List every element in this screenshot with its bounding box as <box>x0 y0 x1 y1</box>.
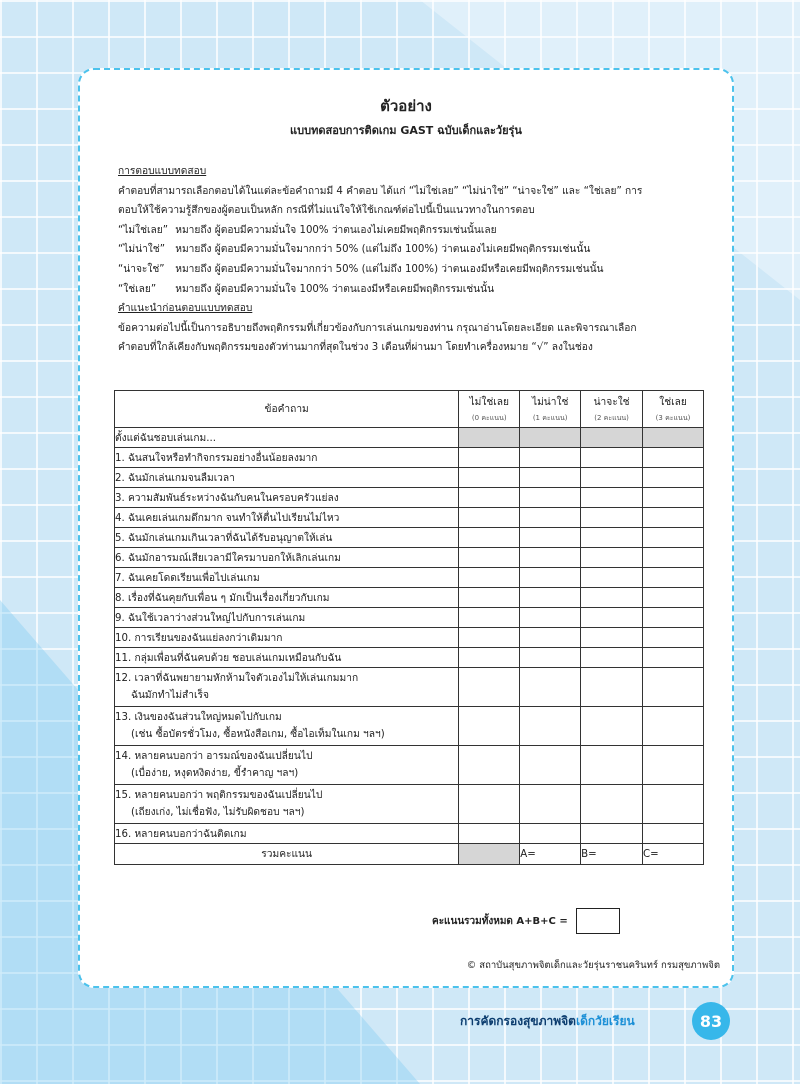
copyright: © สถาบันสุขภาพจิตเด็กและวัยรุ่นราชนครินทร์ กรมสุขภาพจิต <box>466 960 720 971</box>
answer-cell[interactable] <box>520 508 581 528</box>
answer-cell[interactable] <box>520 528 581 548</box>
grey-cell <box>643 428 704 448</box>
question-row <box>115 468 704 488</box>
question-row <box>115 448 704 468</box>
question-line: 9. ฉันใช้เวลาว่างส่วนใหญ่ไปกับการเล่นเกม <box>115 612 306 624</box>
question-line: 11. กลุ่มเพื่อนที่ฉันคบด้วย ชอบเล่นเกมเหมือนกับฉัน <box>115 652 342 664</box>
sum-cell-b[interactable]: B= <box>581 844 643 865</box>
question-text <box>115 707 459 746</box>
column-label: ไม่ใช่เลย <box>469 397 509 408</box>
answer-cell[interactable] <box>643 608 704 628</box>
answer-cell[interactable] <box>520 548 581 568</box>
answer-cell[interactable] <box>643 668 704 707</box>
answer-cell[interactable] <box>643 746 704 785</box>
answer-cell[interactable] <box>459 707 520 746</box>
answer-cell[interactable] <box>459 468 520 488</box>
answer-cell[interactable] <box>643 707 704 746</box>
question-line-2: ฉันมักทำไม่สำเร็จ <box>131 690 209 701</box>
answer-cell[interactable] <box>643 468 704 488</box>
question-line: 15. หลายคนบอกว่า พฤติกรรมของฉันเปลี่ยนไป <box>115 790 323 801</box>
answer-cell[interactable] <box>643 648 704 668</box>
question-line: 2. ฉันมักเล่นเกมจนลืมเวลา <box>115 472 235 484</box>
column-label: ไม่น่าใช่ <box>531 397 569 408</box>
answer-cell[interactable] <box>520 448 581 468</box>
answer-cell[interactable] <box>459 785 520 824</box>
intro-text: ตั้งแต่ฉันชอบเล่นเกม... <box>115 428 459 448</box>
question-row <box>115 488 704 508</box>
question-row <box>115 608 704 628</box>
footer-title-part2: เด็กวัยเรียน <box>575 1014 635 1028</box>
question-line: 6. ฉันมักอารมณ์เสียเวลามีใครมาบอกให้เลิกเล่นเกม <box>115 552 341 564</box>
answer-cell[interactable] <box>581 508 643 528</box>
answer-cell[interactable] <box>459 824 520 844</box>
answer-cell[interactable] <box>643 548 704 568</box>
question-text <box>115 588 459 608</box>
answer-cell[interactable] <box>459 448 520 468</box>
answer-cell[interactable] <box>643 568 704 588</box>
answer-cell[interactable] <box>520 648 581 668</box>
page-number: 83 <box>692 1002 730 1040</box>
grey-cell <box>459 844 520 865</box>
question-line-2: (เถียงเก่ง, ไม่เชื่อฟัง, ไม่รับผิดชอบ ฯลฯ) <box>131 807 305 818</box>
page-subtitle: แบบทดสอบการติดเกม GAST ฉบับเด็กและวัยรุ่น <box>290 124 522 137</box>
answer-cell[interactable] <box>581 746 643 785</box>
question-text <box>115 608 459 628</box>
answer-cell[interactable] <box>459 548 520 568</box>
answer-cell[interactable] <box>581 488 643 508</box>
document-card <box>78 68 734 988</box>
definition-line <box>118 221 708 241</box>
definition-line <box>118 260 708 280</box>
answer-cell[interactable] <box>643 588 704 608</box>
definition-text: หมายถึง ผู้ตอบมีความมั่นใจ 100% ว่าตนเองไม่เคยมีพฤติกรรมเช่นนั้นเลย <box>175 224 497 236</box>
answer-cell[interactable] <box>581 824 643 844</box>
answer-cell[interactable] <box>581 568 643 588</box>
question-row <box>115 746 704 785</box>
definition-text: หมายถึง ผู้ตอบมีความมั่นใจ 100% ว่าตนเองมีหรือเคยมีพฤติกรรมเช่นนั้น <box>175 283 495 295</box>
answer-cell[interactable] <box>581 668 643 707</box>
answer-cell[interactable] <box>643 628 704 648</box>
column-score: (1 คะแนน) <box>532 414 568 422</box>
answer-cell[interactable] <box>581 648 643 668</box>
question-line: 1. ฉันสนใจหรือทำกิจกรรมอย่างอื่นน้อยลงมาก <box>115 452 318 464</box>
answer-cell[interactable] <box>643 528 704 548</box>
question-row <box>115 508 704 528</box>
question-row <box>115 648 704 668</box>
definition-term: “ไม่ใช่เลย” <box>118 224 168 236</box>
question-text <box>115 628 459 648</box>
question-text <box>115 528 459 548</box>
answer-cell[interactable] <box>459 668 520 707</box>
sum-cell-c[interactable]: C= <box>643 844 704 865</box>
answer-cell[interactable] <box>459 528 520 548</box>
total-score-box[interactable] <box>576 908 620 934</box>
question-row <box>115 588 704 608</box>
answer-cell[interactable] <box>581 528 643 548</box>
question-row <box>115 568 704 588</box>
question-row <box>115 824 704 844</box>
answer-cell[interactable] <box>520 668 581 707</box>
grey-cell <box>581 428 643 448</box>
answer-cell[interactable] <box>643 448 704 468</box>
answer-cell[interactable] <box>520 468 581 488</box>
answer-cell[interactable] <box>520 707 581 746</box>
question-text <box>115 668 459 707</box>
answer-cell[interactable] <box>643 785 704 824</box>
answer-cell[interactable] <box>459 488 520 508</box>
answer-cell[interactable] <box>520 568 581 588</box>
column-header-1 <box>520 391 581 428</box>
question-line: 14. หลายคนบอกว่า อารมณ์ของฉันเปลี่ยนไป <box>115 751 313 762</box>
question-line: 12. เวลาที่ฉันพยายามหักห้ามใจตัวเองไม่ให้เล่นเกมมาก <box>115 673 359 684</box>
question-row <box>115 548 704 568</box>
column-label: ใช่เลย <box>659 397 687 408</box>
question-line: 16. หลายคนบอกว่าฉันติดเกม <box>115 828 247 840</box>
page-title: ตัวอย่าง <box>380 97 432 115</box>
column-label: น่าจะใช่ <box>593 397 630 408</box>
answer-cell[interactable] <box>459 588 520 608</box>
column-header-2 <box>581 391 643 428</box>
question-line-2: (เบื่อง่าย, หงุดหงิดง่าย, ขี้รำคาญ ฯลฯ) <box>131 768 299 779</box>
table-header-row <box>115 391 704 428</box>
definition-text: หมายถึง ผู้ตอบมีความมั่นใจมากกว่า 50% (แต่ไม่ถึง 100%) ว่าตนเองไม่เคยมีพฤติกรรมเช่นนั้น <box>175 244 591 256</box>
answer-cell[interactable] <box>581 628 643 648</box>
question-line: 8. เรื่องที่ฉันคุยกับเพื่อน ๆ มักเป็นเรื่องเกี่ยวกับเกม <box>115 592 330 604</box>
question-line: 4. ฉันเคยเล่นเกมดึกมาก จนทำให้ตื่นไปเรียนไม่ไหว <box>115 512 340 524</box>
question-column-header: ข้อคำถาม <box>115 391 459 428</box>
column-score: (2 คะแนน) <box>594 414 629 422</box>
question-table <box>114 390 704 865</box>
answer-cell[interactable] <box>520 824 581 844</box>
question-text <box>115 548 459 568</box>
answer-cell[interactable] <box>581 707 643 746</box>
question-line: 5. ฉันมักเล่นเกมเกินเวลาที่ฉันได้รับอนุญาตให้เล่น <box>115 532 333 544</box>
total-score <box>432 908 620 934</box>
column-header-3 <box>643 391 704 428</box>
answer-cell[interactable] <box>520 488 581 508</box>
column-score: (3 คะแนน) <box>655 414 691 422</box>
question-text <box>115 568 459 588</box>
sum-label: รวมคะแนน <box>115 844 459 865</box>
question-text <box>115 824 459 844</box>
instructions <box>118 162 708 358</box>
answer-cell[interactable] <box>581 785 643 824</box>
footer-title-part1: การคัดกรองสุขภาพจิต <box>460 1014 576 1028</box>
question-text <box>115 468 459 488</box>
answer-intro-line: คำตอบที่สามารถเลือกตอบได้ในแต่ละข้อคำถามมี 4 คำตอบ ได้แก่ “ไม่ใช่เลย” “ไม่น่าใช่” “น่าจะใช่” และ “ใช่เลย” การ <box>118 185 643 197</box>
column-header-0 <box>459 391 520 428</box>
answer-cell[interactable] <box>459 746 520 785</box>
total-label: คะแนนรวมทั้งหมด A+B+C = <box>432 915 568 927</box>
answer-cell[interactable] <box>459 608 520 628</box>
answer-cell[interactable] <box>459 648 520 668</box>
question-text <box>115 508 459 528</box>
answer-intro-line: ตอบให้ใช้ความรู้สึกของผู้ตอบเป็นหลัก กรณีที่ไม่แน่ใจให้ใช้เกณฑ์ต่อไปนี้เป็นแนวทางในการตอบ <box>118 205 535 217</box>
question-row <box>115 707 704 746</box>
answer-cell[interactable] <box>581 448 643 468</box>
question-text <box>115 746 459 785</box>
footer-title <box>460 1012 635 1031</box>
answer-cell[interactable] <box>581 548 643 568</box>
intro-row <box>115 428 704 448</box>
answer-cell[interactable] <box>459 628 520 648</box>
question-line: 3. ความสัมพันธ์ระหว่างฉันกับคนในครอบครัวแย่ลง <box>115 492 339 504</box>
definition-term: “ไม่น่าใช่” <box>118 244 165 256</box>
definition-line <box>118 280 708 300</box>
definition-term: “ใช่เลย” <box>118 283 157 295</box>
answer-cell[interactable] <box>459 508 520 528</box>
column-score: (0 คะแนน) <box>471 414 507 422</box>
question-row <box>115 528 704 548</box>
answer-cell[interactable] <box>520 608 581 628</box>
advice-line: ข้อความต่อไปนี้เป็นการอธิบายถึงพฤติกรรมที่เกี่ยวข้องกับการเล่นเกมของท่าน กรุณาอ่านโดยละเอียด และพิจารณาเลือก <box>118 322 637 334</box>
definition-line <box>118 240 708 260</box>
answer-cell[interactable] <box>520 785 581 824</box>
definition-term: “น่าจะใช่” <box>118 263 165 275</box>
advice-line: คำตอบที่ใกล้เคียงกับพฤติกรรมของตัวท่านมากที่สุดในช่วง 3 เดือนที่ผ่านมา โดยทำเครื่องหมาย “√” ลงในช่อง <box>118 342 593 354</box>
answer-cell[interactable] <box>643 824 704 844</box>
answer-cell[interactable] <box>520 628 581 648</box>
answer-cell[interactable] <box>520 746 581 785</box>
advice-heading: คำแนะนำก่อนตอบแบบทดสอบ <box>118 303 253 315</box>
question-row <box>115 628 704 648</box>
answer-cell[interactable] <box>643 488 704 508</box>
question-row <box>115 785 704 824</box>
question-text <box>115 448 459 468</box>
answer-cell[interactable] <box>581 608 643 628</box>
question-line-2: (เช่น ซื้อบัตรชั่วโมง, ซื้อหนังสือเกม, ซื้อไอเท็มในเกม ฯลฯ) <box>131 729 385 740</box>
sum-row <box>115 844 704 865</box>
question-text <box>115 648 459 668</box>
grey-cell <box>459 428 520 448</box>
answer-cell[interactable] <box>643 508 704 528</box>
answer-cell[interactable] <box>520 588 581 608</box>
answer-cell[interactable] <box>459 568 520 588</box>
question-row <box>115 668 704 707</box>
answer-cell[interactable] <box>581 588 643 608</box>
question-line: 7. ฉันเคยโดดเรียนเพื่อไปเล่นเกม <box>115 572 260 584</box>
grey-cell <box>520 428 581 448</box>
question-text <box>115 488 459 508</box>
definition-text: หมายถึง ผู้ตอบมีความมั่นใจมากกว่า 50% (แต่ไม่ถึง 100%) ว่าตนเองมีหรือเคยมีพฤติกรรมเช่นนั้น <box>175 263 604 275</box>
answer-cell[interactable] <box>581 468 643 488</box>
answer-heading: การตอบแบบทดสอบ <box>118 166 207 177</box>
question-line: 13. เงินของฉันส่วนใหญ่หมดไปกับเกม <box>115 712 282 723</box>
question-text <box>115 785 459 824</box>
sum-cell-a[interactable]: A= <box>520 844 581 865</box>
question-line: 10. การเรียนของฉันแย่ลงกว่าเดิมมาก <box>115 632 283 644</box>
